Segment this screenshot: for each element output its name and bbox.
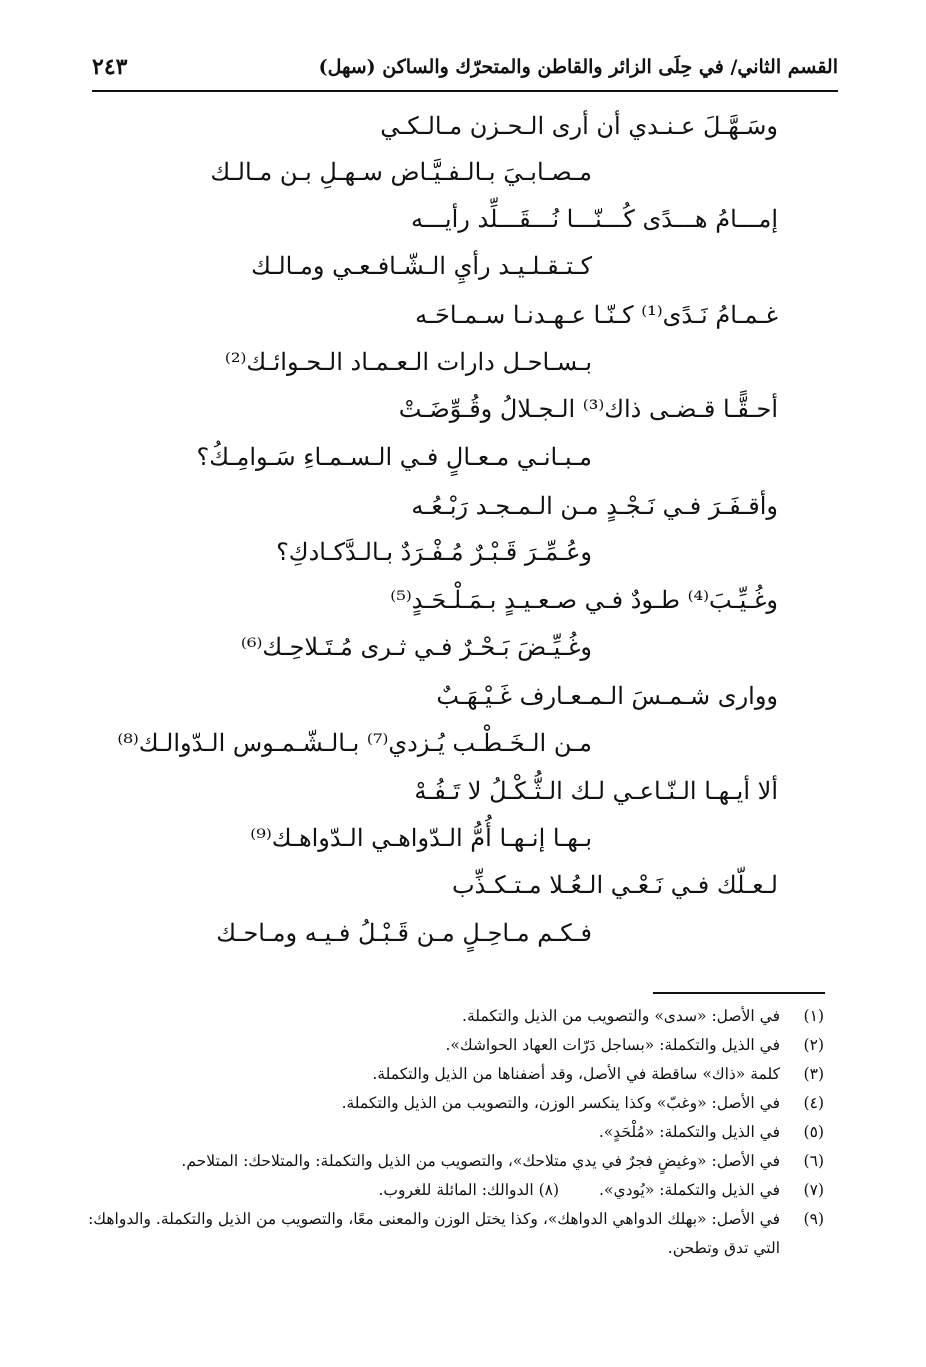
footnote-text: في الأصل: «بهلك الدواهي الدواهك»، وكذا يختل الوزن والمعنى معًا، والتصويب من الذيل والتكملة. والدواهك: التي تدق وتطحن. [88,1210,780,1257]
verse-line: وغُـيِّـضَ بَـحْـرٌ فـي ثـرى مُـتَـلاحِـك⁽⁶⁾ [240,633,592,661]
footnote-text: في الأصل: «سدى» والتصويب من الذيل والتكملة. [462,1007,780,1025]
footnote [88,1205,824,1263]
footnote-text-group [88,1176,780,1205]
footnote [88,1031,824,1060]
footnote [88,1002,824,1031]
page-number: ٢٤٣ [92,54,128,80]
footnote-number: (٣) [803,1065,824,1083]
verse-line: وسَـهَّـلَ عـنـدي أن أرى الـحـزن مـالـكـي [380,112,778,140]
footnote-text: في الذيل والتكملة: «بساجل دَرّات العهاد الحواشك». [445,1036,780,1054]
footnote-number: (٦) [803,1152,824,1170]
footnote [88,1060,824,1089]
footnote-text: في الذيل والتكملة: «مُلْحَدٍ». [598,1123,780,1141]
footnote-inline: (٨) الدوالك: المائلة للغروب. [378,1181,560,1199]
verse-line: ووارى شـمـسَ الـمـعـارف غَـيْـهَـبٌ [436,682,778,710]
footnote-number: (١) [803,1007,824,1025]
footnote-text: في الأصل: «وغبّ» وكذا ينكسر الوزن، والتصويب من الذيل والتكملة. [341,1094,780,1112]
verse-line: مـصـابـيَ بـالـفـيَّـاض سـهـلِ بـن مـالـك [210,158,592,186]
verse-line: بـهـا إنـهـا أُمُّ الـدّواهـي الـدّواهـك⁽⁹⁾ [250,824,592,852]
verse-line: مـن الـخَـطْـب يُـزدي⁽⁷⁾ بـالـشّـمـوس الـدّوالـك⁽⁸⁾ [117,729,592,757]
footnote-number: (٥) [803,1123,824,1141]
verse-line: إمـــامُ هـــدًى كُـــنّـــا نُـــقَـــلِّد رأيـــه [410,205,778,233]
verse-line: وأقـفَـرَ فـي نَـجْـدٍ مـن الـمـجـد رَبْـعُـه [411,492,778,520]
verse-line: وغُـيِّـبَ⁽⁴⁾ طـودٌ فـي صـعـيـدٍ بـمَـلْـحَـدٍ⁽⁵⁾ [390,586,778,614]
footnote-divider [653,992,825,994]
footnote-number: (٢) [803,1036,824,1054]
verse-line: ألا أيـهـا الـنّـاعـي لـك الـثُّـكْـلُ لا تَـفُـهْ [414,777,778,805]
verse-line: أحـقًّـا قـضـى ذاك⁽³⁾ الـجـلالُ وقُـوِّضَـتْ [398,395,778,423]
footnote [88,1089,824,1118]
verse-line: وعُـمِّـرَ قَـبْـرٌ مُـفْـرَدٌ بـالـدَّكـادكِ؟ [276,538,592,566]
verse-line: بـسـاحـل دارات الـعـمـاد الـحـوائـك⁽²⁾ [224,348,592,376]
footnote [88,1176,824,1205]
footnote-number: (٤) [803,1094,824,1112]
footnote [88,1147,824,1176]
verse-line: مـبـانـي مـعـالٍ فـي الـسـمـاءِ سَـوامِـكُ؟ [196,443,592,471]
footnotes [88,1002,824,1263]
verse-line: فـكـم مـاحِـلٍ مـن قَـبْـلُ فـيـه ومـاحـك [216,919,592,947]
verse-line: لـعـلّك فـي نَـعْـي الـعُـلا مـتـكـذِّب [451,871,778,899]
footnote-number: (٧) [803,1181,824,1199]
verse-line: غـمـامُ نَـدًى⁽¹⁾ كـنّـا عـهـدنـا سـمـاحَـه [415,301,778,329]
verse-line: كـتـقـلـيـد رأيِ الـشّـافـعـي ومـالـك [251,252,592,280]
running-title: القسم الثاني/ في حِلَى الزائر والقاطن والمتحرّك والساكن (سهل) [318,56,838,78]
footnote-text: في الذيل والتكملة: «يُودي». [599,1181,780,1199]
footnote [88,1118,824,1147]
footnote-text: كلمة «ذاك» ساقطة في الأصل، وقد أضفناها من الذيل والتكملة. [372,1065,780,1083]
footnote-text: في الأصل: «وغيضٍ فجرٌ في يدي متلاحك»، والتصويب من الذيل والتكملة: والمتلاحك: المتلاحم. [181,1152,780,1170]
footnote-number: (٩) [803,1210,824,1228]
